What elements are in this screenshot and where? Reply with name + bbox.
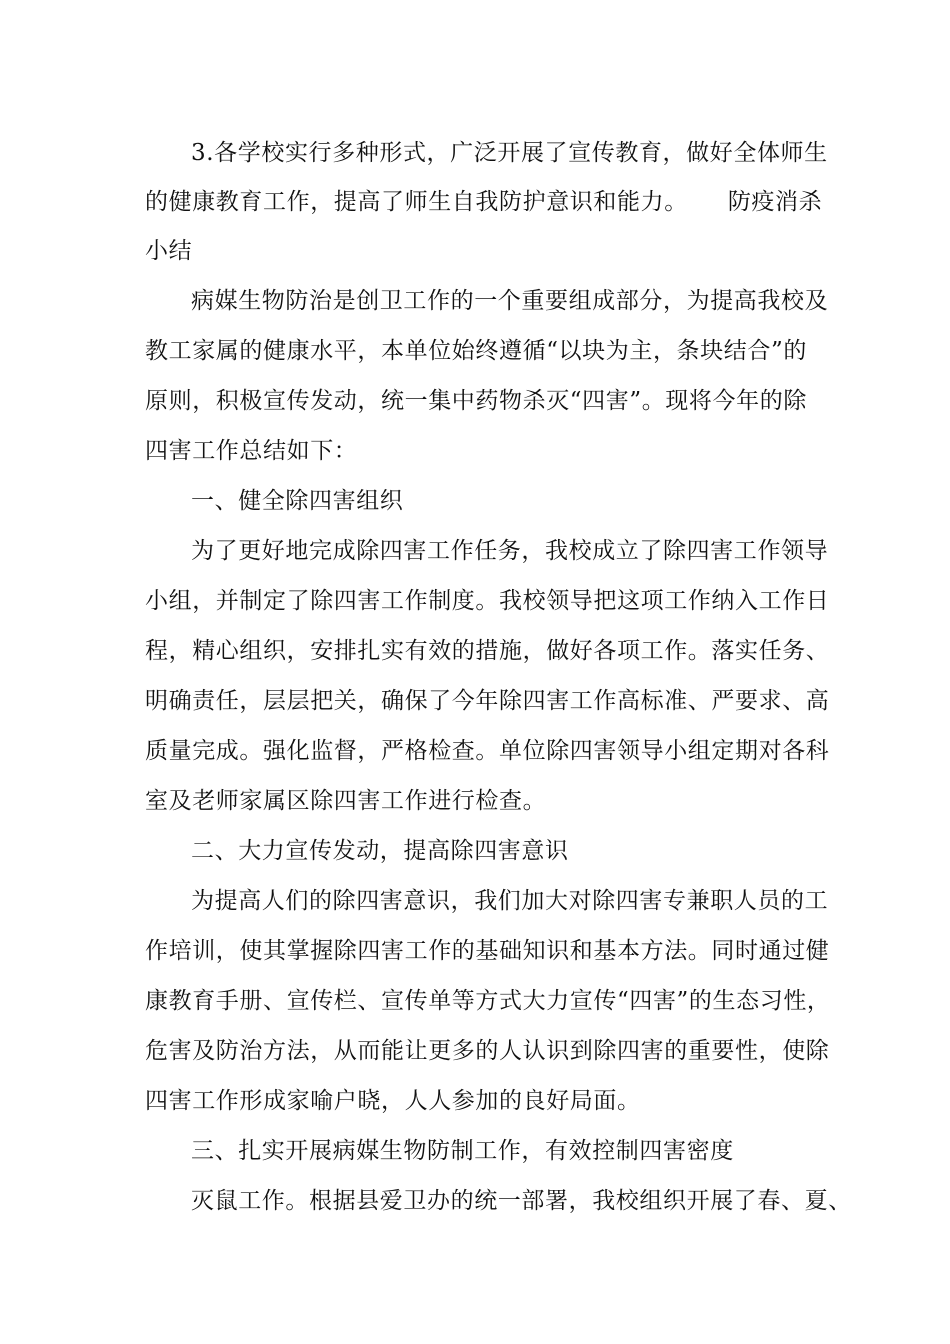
body-line: 危害及防治方法，从而能让更多的人认识到除四害的重要性，使除 [145, 1038, 830, 1064]
body-line: 明确责任，层层把关，确保了今年除四害工作高标准、严要求、高 [145, 688, 830, 714]
body-line: 质量完成。强化监督，严格检查。单位除四害领导小组定期对各科 [145, 738, 830, 764]
body-line: 为提高人们的除四害意识，我们加大对除四害专兼职人员的工 [191, 888, 829, 914]
body-line: 小组，并制定了除四害工作制度。我校领导把这项工作纳入工作日 [145, 588, 830, 614]
body-line: 小结 [145, 238, 193, 264]
body-line [145, 187, 845, 217]
body-line: 3.各学校实行多种形式，广泛开展了宣传教育，做好全体师生 [191, 140, 828, 166]
body-line: 室及老师家属区除四害工作进行检查。 [145, 788, 547, 814]
section-heading: 二、大力宣传发动，提高除四害意识 [191, 838, 569, 864]
section-heading: 三、扎实开展病媒生物防制工作，有效控制四害密度 [191, 1138, 734, 1164]
body-line: 作培训，使其掌握除四害工作的基础知识和基本方法。同时通过健 [145, 938, 830, 964]
section-title-inline: 防疫消杀 [727, 189, 823, 215]
body-line: 四害工作形成家喻户晓，人人参加的良好局面。 [145, 1088, 641, 1114]
body-line: 灭鼠工作。根据县爱卫办的统一部署，我校组织开展了春、夏、 [191, 1188, 852, 1214]
body-line-text: 的健康教育工作，提高了师生自我防护意识和能力。 [145, 189, 688, 215]
body-line: 程，精心组织，安排扎实有效的措施，做好各项工作。落实任务、 [145, 638, 830, 664]
body-line: 教工家属的健康水平，本单位始终遵循“以块为主，条块结合”的 [145, 338, 807, 364]
body-line: 为了更好地完成除四害工作任务，我校成立了除四害工作领导 [191, 538, 829, 564]
body-line: 康教育手册、宣传栏、宣传单等方式大力宣传“四害”的生态习性， [145, 988, 831, 1014]
body-line: 病媒生物防治是创卫工作的一个重要组成部分，为提高我校及 [191, 288, 829, 314]
body-line: 原则，积极宣传发动，统一集中药物杀灭“四害”。现将今年的除 [145, 388, 807, 414]
section-heading: 一、健全除四害组织 [191, 488, 404, 514]
body-line: 四害工作总结如下： [145, 438, 358, 464]
